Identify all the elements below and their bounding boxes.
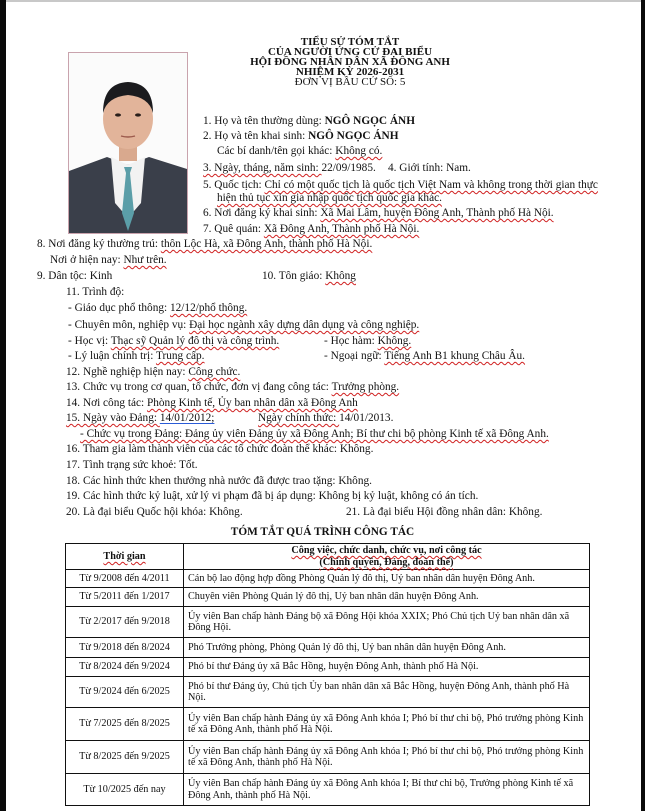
field-ethnicity: 9. Dân tộc: Kinh [37, 270, 113, 282]
field-specialization: - Chuyên môn, nghiệp vụ: Đại học ngành xây dựng dân dụng và công nghiệp. [68, 319, 420, 331]
row-time: Từ 8/2024 đến 9/2024 [66, 658, 184, 677]
person-portrait-icon [69, 53, 187, 233]
table-row [66, 570, 590, 588]
row-description: Ủy viên Ban chấp hành Đảng ủy xã Đông Anh khóa I; Bí thư chi bộ, Trưởng phòng Kinh tế xã Đông Anh, thành phố Hà Nội. [184, 774, 590, 806]
table-row [66, 677, 590, 708]
row-time: Từ 2/2017 đến 9/2018 [66, 607, 184, 638]
common-name-value: NGÔ NGỌC ÁNH [324, 115, 415, 127]
title-line-5: ĐƠN VỊ BẦU CỬ SỐ: 5 [294, 76, 406, 88]
field-peoples-council: 21. Là đại biểu Hội đồng nhân dân: Không. [346, 506, 543, 518]
work-history-table [65, 543, 590, 806]
row-time: Từ 9/2008 đến 4/2011 [66, 570, 184, 588]
field-political-theory: - Lý luận chính trị: Trung cấp. [68, 350, 205, 362]
table-row [66, 774, 590, 806]
title-line-4: NHIỆM KỲ 2026-2031 [295, 66, 405, 78]
field-workplace: 14. Nơi công tác: Phòng Kinh tế, Ủy ban nhân dân xã Đông Anh [66, 397, 358, 409]
row-description: Phó Trưởng phòng, Phòng Quản lý đô thị, Uỷ ban nhân dân huyện Đông Anh. [184, 638, 590, 658]
row-description: Phó bí thư Đảng ủy, Chủ tịch Ủy ban nhân dân xã Bắc Hồng, huyện Đông Anh, thành phố Hà Nội. [184, 677, 590, 708]
field-awards: 18. Các hình thức khen thưởng nhà nước đã được trao tặng: Không. [66, 475, 372, 487]
row-description: Cán bộ lao động hợp đồng Phòng Quản lý đô thị, Uỷ ban nhân dân huyện Đông Anh. [184, 570, 590, 588]
field-nationality-cont: hiện thủ tục xin gia nhập quốc tịch quốc gia khác. [217, 192, 442, 204]
field-current-address: Nơi ở hiện nay: Như trên. [50, 254, 167, 266]
field-alias: Các bí danh/tên gọi khác: Không có. [217, 145, 383, 157]
row-time: Từ 8/2025 đến 9/2025 [66, 741, 184, 774]
field-religion: 10. Tôn giáo: Không [262, 270, 356, 282]
field-discipline: 19. Các hình thức kỷ luật, xử lý vi phạm đã bị áp dụng: Không bị kỷ luật, không có án tích. [66, 490, 479, 502]
field-common-name: 1. Họ và tên thường dùng: NGÔ NGỌC ÁNH [203, 115, 415, 127]
document-title-block [200, 37, 500, 87]
row-time: Từ 7/2025 đến 8/2025 [66, 708, 184, 741]
field-health: 17. Tình trạng sức khoẻ: Tốt. [66, 459, 198, 471]
table-row [66, 741, 590, 774]
field-permanent-address: 8. Nơi đăng ký thường trú: thôn Lộc Hà, xã Đông Anh, thành phố Hà Nội. [37, 238, 373, 250]
field-general-education: - Giáo dục phổ thông: 12/12/phổ thông. [68, 302, 248, 314]
table-row [66, 588, 590, 607]
field-party-official-date: Ngày chính thức: 14/01/2013. [258, 412, 394, 424]
row-description: Ủy viên Ban chấp hành Đảng ủy xã Đông Anh khóa I; Phó bí thư chi bộ, Phó trưởng phòng Kinh tế xã Đông Anh, thành phố Hà Nội. [184, 741, 590, 774]
row-description: Ủy viên Ban chấp hành Đảng ủy xã Đông Anh khóa I; Phó bí thư chi bộ, Phó trưởng phòng Kinh tế xã Đông Anh, thành phố Hà Nội. [184, 708, 590, 741]
field-position: 13. Chức vụ trong cơ quan, tổ chức, đơn vị đang công tác: Trưởng phòng. [66, 381, 400, 393]
field-party-join-date: 15. Ngày vào Đảng: 14/01/2012; [66, 412, 215, 424]
field-birth-registration: 6. Nơi đăng ký khai sinh: Xã Mai Lâm, huyện Đông Anh, Thành phố Hà Nội. [203, 207, 554, 219]
row-time: Từ 10/2025 đến nay [66, 774, 184, 806]
title-line-2: CỦA NGƯỜI ỨNG CỬ ĐẠI BIỂU [267, 46, 433, 58]
work-history-title: TÓM TẮT QUÁ TRÌNH CÔNG TÁC [230, 526, 415, 538]
table-header-row [66, 544, 590, 570]
column-header-time: Thời gian [66, 544, 184, 570]
field-degree: - Học vị: Thạc sỹ Quản lý đô thị và công trình. [68, 335, 280, 347]
table-row [66, 638, 590, 658]
table-row [66, 708, 590, 741]
birth-name-value: NGÔ NGỌC ÁNH [308, 130, 399, 142]
row-description: Chuyên viên Phòng Quản lý đô thị, Uỷ ban nhân dân huyện Đông Anh. [184, 588, 590, 607]
field-education-heading: 11. Trình độ: [66, 286, 125, 298]
field-gender: 4. Giới tính: Nam. [388, 162, 471, 174]
title-line-3: HỘI ĐỒNG NHÂN DÂN XÃ ĐÔNG ANH [250, 56, 450, 68]
column-header-description: Công việc, chức danh, chức vụ, nơi công tác (Chính quyền, Đảng, đoàn thể) [184, 544, 590, 570]
window-edge-right [641, 0, 645, 811]
field-nationality: 5. Quốc tịch: Chỉ có một quốc tịch là quốc tịch Việt Nam và không trong thời gian thực [203, 179, 598, 191]
field-national-assembly: 20. Là đại biểu Quốc hội khóa: Không. [66, 506, 243, 518]
field-dob: 3. Ngày, tháng, năm sinh: 22/09/1985. [203, 162, 376, 174]
portrait-photo [68, 52, 188, 234]
field-hometown: 7. Quê quán: Xã Đông Anh, Thành phố Hà Nội. [203, 223, 420, 235]
field-party-role: - Chức vụ trong Đảng: Đảng ủy viên Đảng ủy xã Đông Anh; Bí thư chi bộ phòng Kinh tế xã Đông Anh. [80, 428, 549, 440]
row-description: Ủy viên Ban chấp hành Đảng bộ xã Đông Hội khóa XXIX; Phó Chủ tịch Uỷ ban nhân dân xã Đông Hội. [184, 607, 590, 638]
field-foreign-language: - Ngoại ngữ: Tiếng Anh B1 khung Châu Âu. [324, 350, 526, 362]
field-birth-name: 2. Họ và tên khai sinh: NGÔ NGỌC ÁNH [203, 130, 399, 142]
title-line-1: TIỂU SỬ TÓM TẮT [300, 36, 400, 48]
row-time: Từ 5/2011 đến 1/2017 [66, 588, 184, 607]
field-occupation: 12. Nghề nghiệp hiện nay: Công chức. [66, 366, 241, 378]
table-row [66, 607, 590, 638]
field-academic-rank: - Học hàm: Không. [324, 335, 412, 347]
row-description: Phó bí thư Đảng ủy xã Bắc Hồng, huyện Đông Anh, thành phố Hà Nội. [184, 658, 590, 677]
row-time: Từ 9/2018 đến 8/2024 [66, 638, 184, 658]
table-row [66, 658, 590, 677]
row-time: Từ 9/2024 đến 6/2025 [66, 677, 184, 708]
field-organizations: 16. Tham gia làm thành viên của các tổ chức đoàn thể khác: Không. [66, 443, 374, 455]
